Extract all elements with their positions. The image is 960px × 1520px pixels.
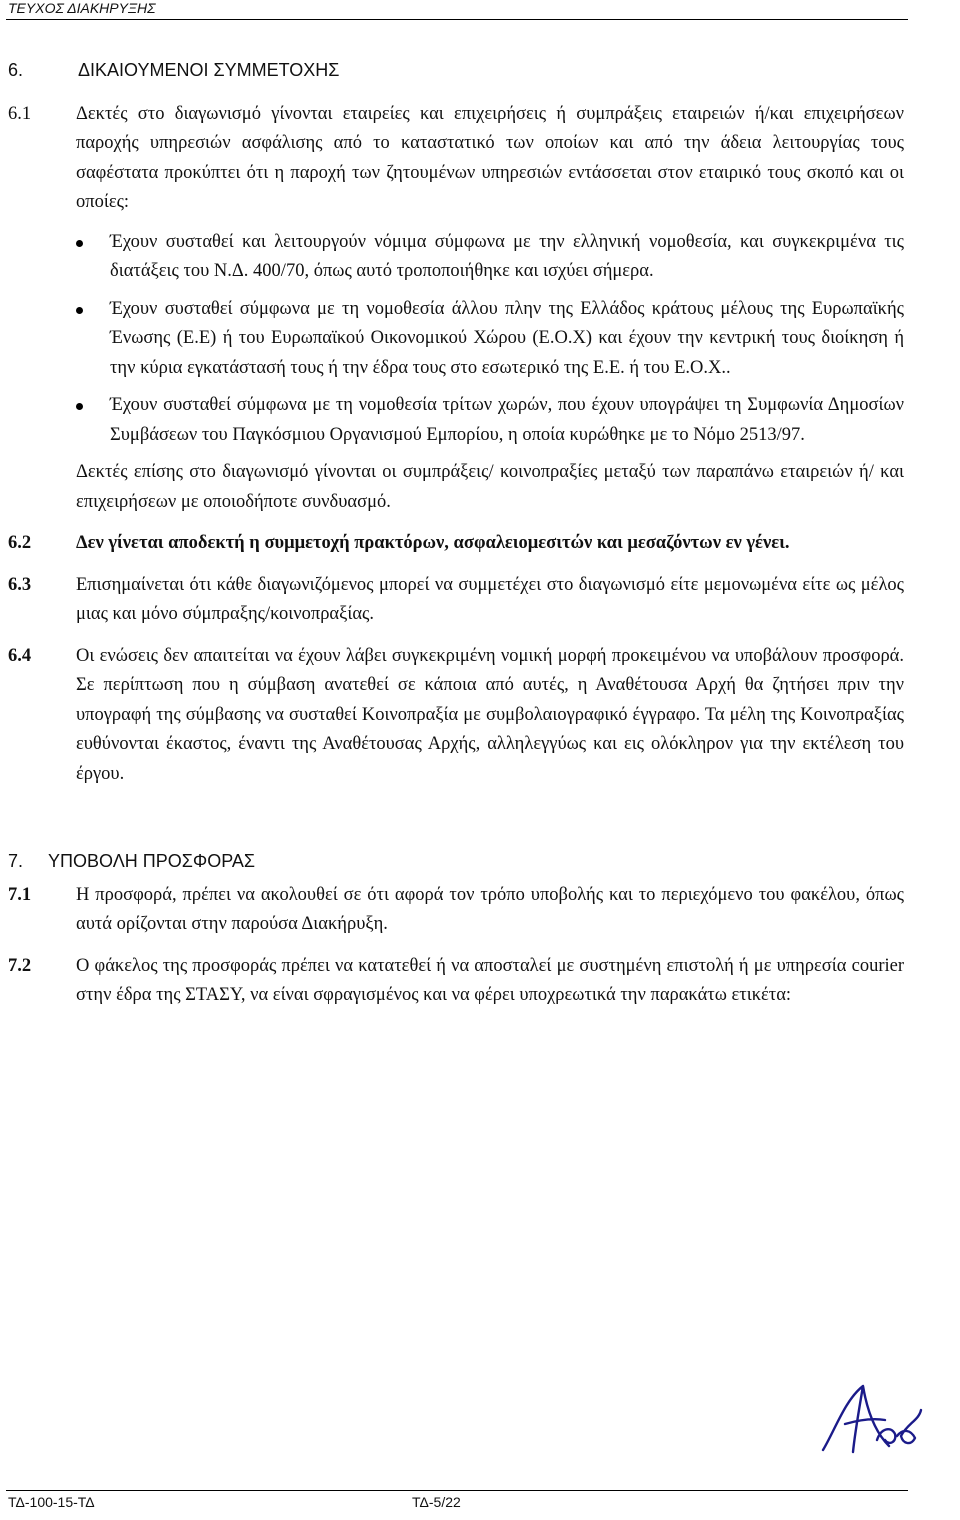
clause-6-4-text: Οι ενώσεις δεν απαιτείται να έχουν λάβει συγκεκριμένη νομική μορφή προκειμένου να υποβάλουν προσφορά. Σε περίπτωση που η σύμβαση ανατεθεί σε κάποια από αυτές, η Αναθέτουσα Αρχή θα ζητήσει πριν την υπογραφή της σύμβασης να συσταθεί Κοινοπραξία με συμβολαιογραφικό έγγραφο. Τα μέλη της Κοινοπραξίας ευθύνονται έκαστος, έναντι της Αναθέτουσας Αρχής, αλληλεγγύως και εις ολόκληρον για την εκτέλεση του έργου. [76,645,904,784]
eligibility-list [8,228,904,451]
document-header: ΤΕΥΧΟΣ ΔΙΑΚΗΡΥΞΗΣ [8,0,156,16]
bullet-icon [76,240,83,247]
clause-7-2 [8,952,904,1011]
header-divider [6,19,908,20]
list-item: Έχουν συσταθεί σύμφωνα με τη νομοθεσία τρίτων χωρών, που έχουν υπογράψει τη Συμφωνία Δημοσίων Συμβάσεων του Παγκόσμιου Οργανισμού Εμπορίου, η οποία κυρώθηκε με το Νόμο 2513/97. [8,391,904,450]
clause-6-2 [8,529,904,559]
footer-divider [6,1490,908,1491]
clause-6-4 [8,642,904,790]
section-6-heading [8,56,904,86]
clause-6-1-number: 6.1 [8,103,32,124]
clause-6-1-text: Δεκτές στο διαγωνισμό γίνονται εταιρείες και επιχειρήσεις ή συμπράξεις εταιρειών ή/και επιχειρήσεων παροχής υπηρεσιών ασφάλισης από το καταστατικό των οποίων και από την άδεια λειτουργίας τους σαφέστατα προκύπτει ότι η παροχή των ζητουμένων υπηρεσιών εντάσσεται στον εταιρικό τους σκοπό και οι οποίες: [76,103,904,212]
footer-document-code: ΤΔ-100-15-ΤΔ [8,1494,95,1510]
bullet-icon [76,403,83,410]
clause-7-1-number: 7.1 [8,884,32,905]
section-6-number: 6. [8,60,24,80]
list-item: Έχουν συσταθεί σύμφωνα με τη νομοθεσία άλλου πλην της Ελλάδος κράτους μέλους της Ευρωπαϊκής Ένωσης (Ε.Ε) ή του Ευρωπαϊκού Οικονομικού Χώρου (Ε.Ο.Χ) και έχουν την κεντρική τους διοίκηση ή την κύρια εγκατάστασή τους ή την έδρα τους στο εσωτερικό της Ε.Ε. ή του Ε.Ο.Χ.. [8,295,904,384]
clause-6-3-text: Επισημαίνεται ότι κάθε διαγωνιζόμενος μπορεί να συμμετέχει στο διαγωνισμό είτε μεμονωμένα είτε ως μέλος μιας και μόνο σύμπραξης/κοινοπραξίας. [76,574,904,624]
clause-6-1 [8,100,904,218]
clause-6-3 [8,571,904,630]
section-7-title: ΥΠΟΒΟΛΗ ΠΡΟΣΦΟΡΑΣ [48,851,256,871]
clause-6-2-text: Δεν γίνεται αποδεκτή η συμμετοχή πρακτόρων, ασφαλειομεσιτών και μεσαζόντων εν γένει. [76,533,790,553]
section-6-title: ΔΙΚΑΙΟΥΜΕΝΟΙ ΣΥΜΜΕΤΟΧΗΣ [78,60,340,80]
clause-6-3-number: 6.3 [8,574,32,595]
handwritten-signature [815,1380,925,1460]
clause-6-1-closing: Δεκτές επίσης στο διαγωνισμό γίνονται οι συμπράξεις/ κοινοπραξίες μεταξύ των παραπάνω εταιρειών ή/ και επιχειρήσεων με οποιοδήποτε συνδυασμό. [76,462,904,512]
list-item: Έχουν συσταθεί και λειτουργούν νόμιμα σύμφωνα με την ελληνική νομοθεσία, και συγκεκριμένα τις διατάξεις του Ν.Δ. 400/70, όπως αυτό τροποποιήθηκε και ισχύει σήμερα. [8,228,904,287]
clause-7-1-text: Η προσφορά, πρέπει να ακολουθεί σε ότι αφορά τον τρόπο υποβολής και το περιεχόμενο του φακέλου, όπως αυτά ορίζονται στην παρούσα Διακήρυξη. [76,884,904,934]
bullet-icon [76,307,83,314]
section-7-number: 7. [8,851,24,871]
clause-7-2-text: Ο φάκελος της προσφοράς πρέπει να κατατεθεί ή να αποσταλεί με συστημένη επιστολή ή με υπηρεσία courier στην έδρα της ΣΤΑΣΥ, να είναι σφραγισμένος και να φέρει υποχρεωτικά την παρακάτω ετικέτα: [76,955,904,1005]
clause-6-2-number: 6.2 [8,533,32,553]
clause-6-4-number: 6.4 [8,645,32,666]
clause-7-2-number: 7.2 [8,955,32,976]
document-body [8,56,904,1011]
clause-7-1 [8,881,904,940]
section-7-heading [8,847,904,877]
footer-page-number: ΤΔ-5/22 [412,1494,461,1510]
